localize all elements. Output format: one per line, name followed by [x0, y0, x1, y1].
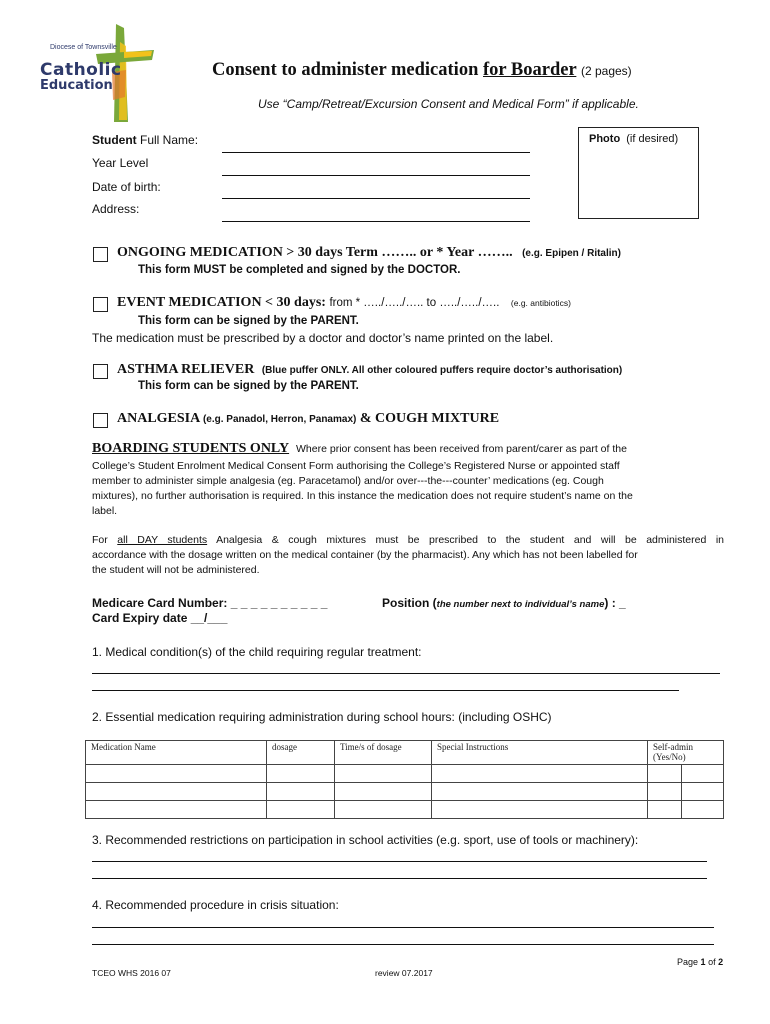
- asthma-note: This form can be signed by the PARENT.: [138, 380, 359, 392]
- event-note2: The medication must be prescribed by a doctor and doctor’s name printed on the label.: [92, 331, 554, 345]
- q4-answer-line-1[interactable]: [92, 927, 714, 928]
- photo-rest: (if desired): [626, 133, 679, 145]
- year-level-field[interactable]: [222, 175, 530, 176]
- table-header-row: [86, 741, 724, 765]
- dob-field[interactable]: [222, 198, 530, 199]
- boarding-line2: College’s Student Enrolment Medical Consent Form authorising the College’s Registered Nurse or appointed staff: [92, 460, 620, 472]
- table-row: [86, 801, 724, 819]
- day-underlined: all DAY students: [117, 534, 208, 546]
- boarding-line1: Where prior consent has been received from parent/carer as part of the: [296, 443, 627, 455]
- table-cell[interactable]: [335, 783, 432, 801]
- col-medication-name: Medication Name: [86, 741, 267, 765]
- asthma-heading-text: ASTHMA RELIEVER: [117, 362, 255, 377]
- page-total: 2: [718, 957, 724, 967]
- asthma-detail: (Blue puffer ONLY. All other coloured puffers require doctor’s authorisation): [261, 365, 623, 376]
- table-cell[interactable]: [86, 765, 267, 783]
- analgesia-heading: [117, 411, 499, 427]
- q1-answer-line-2[interactable]: [92, 690, 679, 691]
- event-example: (e.g. antibiotics): [510, 298, 571, 308]
- ongoing-note: This form MUST be completed and signed by the DOCTOR.: [138, 264, 461, 276]
- footer-center: review 07.2017: [375, 968, 433, 978]
- ongoing-checkbox[interactable]: [93, 247, 108, 262]
- analgesia-checkbox[interactable]: [93, 413, 108, 428]
- day-line1: Analgesia & cough mixtures must be prescribed to the student and will be administered in: [216, 534, 724, 546]
- student-name-field[interactable]: [222, 152, 530, 153]
- table-cell[interactable]: [267, 801, 335, 819]
- boarding-heading: BOARDING STUDENTS ONLY: [92, 441, 290, 456]
- page-title: [212, 60, 632, 81]
- table-cell[interactable]: [86, 783, 267, 801]
- table-cell[interactable]: [432, 801, 648, 819]
- q4-answer-line-2[interactable]: [92, 944, 714, 945]
- event-note: This form can be signed by the PARENT.: [138, 315, 359, 327]
- logo-line1: Catholic: [40, 60, 122, 80]
- student-name-label: [92, 133, 198, 147]
- question-1: 1. Medical condition(s) of the child requiring regular treatment:: [92, 645, 422, 659]
- logo-diocese: Diocese of Townsville: [50, 44, 117, 51]
- table-cell[interactable]: [432, 783, 648, 801]
- student-bold: Student: [92, 133, 137, 147]
- asthma-checkbox[interactable]: [93, 364, 108, 379]
- address-field[interactable]: [222, 221, 530, 222]
- table-cell[interactable]: [682, 801, 724, 819]
- col-dosage: dosage: [267, 741, 335, 765]
- question-3: 3. Recommended restrictions on participation in school activities (e.g. sport, use of tools or machinery):: [92, 833, 639, 847]
- question-2: 2. Essential medication requiring administration during school hours: (including OSHC): [92, 710, 552, 724]
- table-cell[interactable]: [267, 765, 335, 783]
- boarding-line4: mixtures), no further authorisation is required. In this instance the medication does not require student’s name on the: [92, 490, 633, 502]
- analgesia-example: (e.g. Panadol, Herron, Panamax): [202, 414, 357, 425]
- table-cell[interactable]: [682, 765, 724, 783]
- title-pages: (2 pages): [580, 64, 632, 78]
- position-label: Position (: [382, 596, 437, 610]
- table-cell[interactable]: [86, 801, 267, 819]
- card-expiry[interactable]: Card Expiry date __/___: [92, 611, 228, 625]
- logo-line2: Education: [40, 78, 113, 93]
- medication-table: [85, 740, 724, 819]
- analgesia-tail: & COUGH MIXTURE: [359, 411, 500, 426]
- analgesia-heading-text: ANALGESIA: [117, 411, 200, 426]
- table-cell[interactable]: [432, 765, 648, 783]
- table-cell[interactable]: [335, 801, 432, 819]
- photo-bold: Photo: [589, 133, 621, 145]
- table-row: [86, 765, 724, 783]
- title-underlined: for Boarder: [483, 60, 577, 80]
- position-italic: the number next to individual’s name: [436, 599, 605, 610]
- col-special-instructions: Special Instructions: [432, 741, 648, 765]
- day-line2: accordance with the dosage written on the medical container (by the pharmacist). Any which has not been labelled for: [92, 549, 638, 561]
- footer-left: TCEO WHS 2016 07: [92, 968, 171, 978]
- title-main: Consent to administer medication: [212, 60, 479, 80]
- question-4: 4. Recommended procedure in crisis situation:: [92, 898, 339, 912]
- dob-label: Date of birth:: [92, 180, 161, 194]
- day-pre: For: [92, 534, 108, 546]
- boarding-line3: member to administer simple analgesia (eg. Paracetamol) and/or over---the---counter’ medications (eg. Cough: [92, 475, 604, 487]
- day-line3: the student will not be administered.: [92, 564, 260, 576]
- page-pre: Page: [677, 957, 699, 967]
- col-self-admin: Self-admin (Yes/No): [648, 741, 724, 765]
- ongoing-example: (e.g. Epipen / Ritalin): [522, 248, 621, 259]
- position-tail: ) : _: [604, 596, 626, 610]
- event-checkbox[interactable]: [93, 297, 108, 312]
- q3-answer-line-2[interactable]: [92, 878, 707, 879]
- page-of: of: [708, 957, 716, 967]
- col-times: Time/s of dosage: [335, 741, 432, 765]
- page-num: 1: [700, 957, 706, 967]
- table-row: [86, 783, 724, 801]
- q3-answer-line-1[interactable]: [92, 861, 707, 862]
- page-subtitle: Use “Camp/Retreat/Excursion Consent and Medical Form” if applicable.: [258, 97, 639, 111]
- table-cell[interactable]: [648, 783, 682, 801]
- ongoing-heading-text: ONGOING MEDICATION > 30 days Term …….. or * Year ……..: [117, 245, 513, 260]
- table-cell[interactable]: [648, 765, 682, 783]
- event-heading: [117, 295, 571, 311]
- medicare-number[interactable]: Medicare Card Number: _ _ _ _ _ _ _ _ _ _: [92, 596, 328, 610]
- boarding-line5: label.: [92, 505, 118, 517]
- ongoing-heading: [117, 245, 621, 261]
- table-cell[interactable]: [335, 765, 432, 783]
- address-label: Address:: [92, 202, 140, 216]
- student-full-name: Full Name:: [140, 133, 199, 147]
- logo: [36, 22, 156, 122]
- table-cell[interactable]: [648, 801, 682, 819]
- event-heading-text: EVENT MEDICATION < 30 days:: [117, 295, 326, 310]
- event-from: from * …../…../….. to …../…../…..: [329, 297, 500, 309]
- year-level-label: Year Level: [92, 156, 149, 170]
- photo-label: [589, 133, 678, 145]
- medicare-position[interactable]: [382, 596, 626, 610]
- q1-answer-line-1[interactable]: [92, 673, 720, 674]
- table-cell[interactable]: [682, 783, 724, 801]
- table-cell[interactable]: [267, 783, 335, 801]
- asthma-heading: [117, 362, 622, 378]
- page-number: [677, 957, 723, 967]
